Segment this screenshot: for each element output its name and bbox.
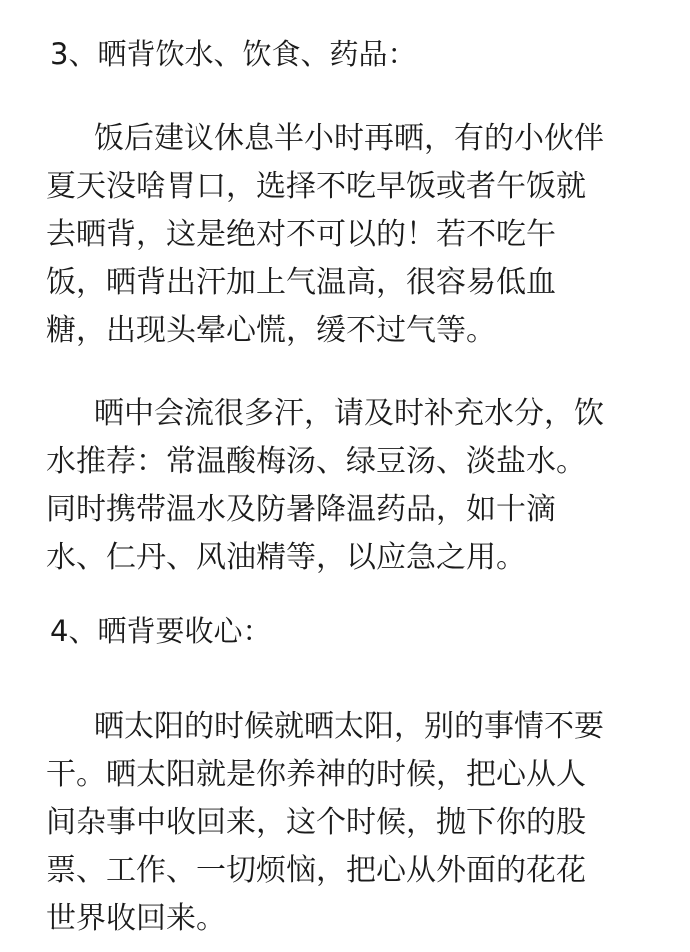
- paragraph-meal-advice: [46, 115, 646, 355]
- paragraph-focus-advice: [46, 703, 646, 943]
- paragraph-line: 晒中会流很多汗，请及时补充水分，饮: [94, 396, 604, 431]
- paragraph-line: 间杂事中收回来，这个时候，抛下你的股: [46, 805, 586, 840]
- paragraph-line: 干。晒太阳就是你养神的时候，把心从人: [46, 757, 586, 792]
- paragraph-line: 饭，晒背出汗加上气温高，很容易低血: [46, 265, 556, 300]
- paragraph-line: 水、仁丹、风油精等，以应急之用。: [46, 540, 526, 575]
- paragraph-line: 世界收回来。: [46, 901, 226, 936]
- paragraph-line: 饭后建议休息半小时再晒，有的小伙伴: [94, 121, 604, 156]
- paragraph-line: 去晒背，这是绝对不可以的！若不吃午: [46, 217, 556, 252]
- section-heading-4: 4、晒背要收心：: [50, 614, 272, 648]
- paragraph-line: 票、工作、一切烦恼，把心从外面的花花: [46, 853, 586, 888]
- paragraph-line: 糖，出现头晕心慌，缓不过气等。: [46, 313, 496, 348]
- paragraph-line: 夏天没啥胃口，选择不吃早饭或者午饭就: [46, 169, 586, 204]
- paragraph-line: 水推荐：常温酸梅汤、绿豆汤、淡盐水。: [46, 444, 586, 479]
- paragraph-line: 同时携带温水及防暑降温药品，如十滴: [46, 492, 556, 527]
- paragraph-hydration-advice: [46, 390, 646, 582]
- section-heading-3: 3、晒背饮水、饮食、药品：: [50, 37, 417, 71]
- paragraph-line: 晒太阳的时候就晒太阳，别的事情不要: [94, 709, 604, 744]
